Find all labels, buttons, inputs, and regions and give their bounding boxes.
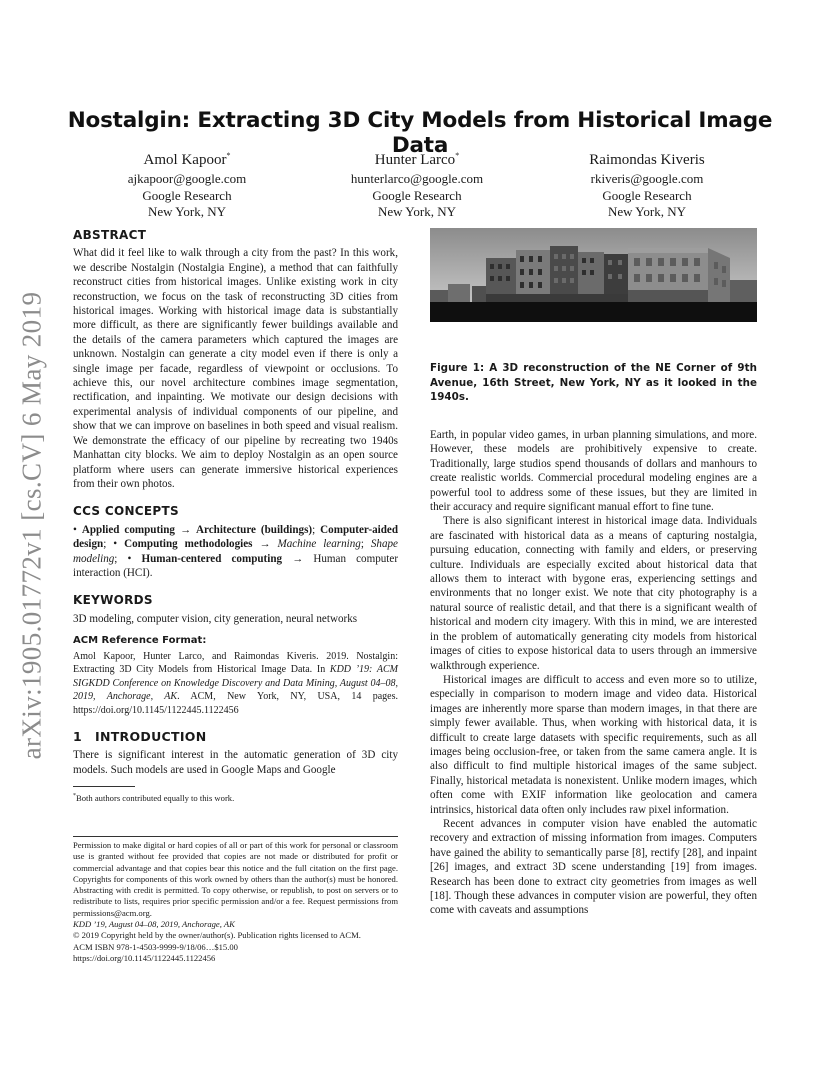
author-email[interactable]: hunterlarco@google.com bbox=[350, 171, 484, 186]
intro-paragraph-3: Historical images are difficult to access and even more so to utilize, especially in comparison to modern image and video data. Historical images are inherently more sparse than modern images, in that there are simply fewer available. Thus, when working with historical data, it is difficult to create large datasets with specific requirements, such as all images being occlusion-free, or taken from the same camera angle. It is also difficult to find multiple historical images of the same subject. Finally, historical metadata is nonexistent. Unlike modern images, which often come with EXIF information like geolocation and camera intrinsics, historical data often only includes raw pixel information. bbox=[430, 673, 757, 816]
permission-text: Permission to make digital or hard copies of all or part of this work for personal or classroom use is granted without fee provided that copies are not made or distributed for profit or commercial advantage and that copies bear this notice and the full citation on the first page. Copyrights for components of this work owned by others than the author(s) must be honored. Abstracting with credit is permitted. To copy otherwise, or republish, to post on servers or to redistribute to lists, requires prior specific permission and/or a fee. Request permissions from permissions@acm.org. bbox=[73, 840, 398, 918]
abstract-heading: ABSTRACT bbox=[73, 228, 147, 242]
keywords-text: 3D modeling, computer vision, city generation, neural networks bbox=[73, 612, 358, 625]
intro-paragraph-4: Recent advances in computer vision have enabled the automatic recovery and extraction of missing information from images. Computers have gained the ability to semantically parse [8], rectify [28], and inpaint [26] images, and extract 3D scene understanding [19] from images. Research has been done to extract city geometries from images as well [18]. Though these advances in computer vision are powerful, they often come with caveats and assumptions bbox=[430, 817, 757, 917]
author-email[interactable]: ajkapoor@google.com bbox=[127, 171, 247, 186]
author-location: New York, NY bbox=[147, 204, 226, 219]
permission-isbn: ACM ISBN 978-1-4503-9999-9/18/06…$15.00 bbox=[73, 941, 238, 952]
ccs-concepts: • Applied computing → Architecture (buildings); Computer-aided design; • Computing methodologies → Machine learning; Shape modeling; • Human-centered computing → Human computer interaction (HCI). bbox=[73, 523, 399, 579]
permission-conference: KDD ’19, August 04–08, 2019, Anchorage, AK bbox=[73, 919, 235, 930]
equal-contribution-mark: * bbox=[226, 151, 231, 160]
keywords-heading: KEYWORDS bbox=[73, 593, 153, 608]
footnote-rule bbox=[73, 786, 135, 787]
ground bbox=[430, 302, 757, 322]
permission-copyright: © 2019 Copyright held by the owner/author(s). Publication rights licensed to ACM. bbox=[73, 930, 361, 941]
author-name: Hunter Larco bbox=[374, 152, 456, 168]
acm-reference: Amol Kapoor, Hunter Larco, and Raimondas Kiveris. 2019. Nostalgin: Extracting 3D City Models from Historical Image Data. In KDD ’19: ACM SIGKDD Conference on Knowledge Discovery and Data Mining, August 04–08, 2019, Anchorage, AK. ACM, New York, NY, USA, 14 pages. https://doi.org/10.1145/1122445.1122456 bbox=[73, 650, 398, 716]
author-3 bbox=[532, 151, 762, 221]
introduction-heading: 1 INTRODUCTION bbox=[73, 729, 207, 745]
intro-paragraph-1-cont: Earth, in popular video games, in urban planning simulations, and more. However, these models are prohibitively expensive to create. Traditionally, large studios spend thousands of dollars and manhours to create realistic worlds. Commercial procedural modeling engines are a powerful tool to address some of these issues, but they are limited in their accuracy and require significant manual effort to fine tune. bbox=[430, 429, 757, 514]
acm-reference-heading: ACM Reference Format: bbox=[73, 635, 207, 647]
author-affiliation: Google Research bbox=[372, 187, 462, 203]
author-location: New York, NY bbox=[607, 204, 686, 219]
author-location: New York, NY bbox=[377, 204, 456, 219]
author-block bbox=[72, 151, 762, 221]
intro-paragraph-2: There is also significant interest in historical image data. Individuals are fascinated with historical data as a means of capturing nostalgia, pursuing education, connecting with family and elders, or preserving culture. Individuals are especially excited about historical data that allows them to interact with bygone eras, experiencing settings and environments that no longer exist. We note that city photography is a natural source of realistic detail, and that there is a significant wealth of historical and modern city imagery. With this in mind, we are interested in the problem of automatically generating city models from historical images of cities to expose historical data to users through an immersive walkthrough experience. bbox=[430, 515, 757, 672]
right-column bbox=[430, 428, 757, 918]
left-column bbox=[73, 228, 398, 804]
figure-1-image bbox=[430, 228, 757, 322]
paper-title: Nostalgin: Extracting 3D City Models from Historical Image Data bbox=[67, 108, 773, 158]
author-1 bbox=[72, 151, 302, 221]
figure-1-caption: Figure 1: A 3D reconstruction of the NE Corner of 9th Avenue, 16th Street, New York, NY as it looked in the 1940s. bbox=[430, 362, 757, 403]
arxiv-stamp: arXiv:1905.01772v1 [cs.CV] 6 May 2019 bbox=[16, 291, 47, 759]
author-email[interactable]: rkiveris@google.com bbox=[590, 171, 704, 186]
footnote: *Both authors contributed equally to this work. bbox=[73, 793, 235, 804]
author-2 bbox=[302, 151, 532, 221]
ccs-heading: CCS CONCEPTS bbox=[73, 504, 179, 519]
permission-block bbox=[73, 836, 398, 964]
permission-doi[interactable]: https://doi.org/10.1145/1122445.1122456 bbox=[73, 952, 216, 963]
author-affiliation: Google Research bbox=[142, 187, 232, 203]
equal-contribution-mark: * bbox=[455, 151, 460, 160]
author-name: Amol Kapoor bbox=[143, 152, 227, 168]
abstract-text: What did it feel like to walk through a city from the past? In this work, we describe Nostalgin (Nostalgia Engine), a method that can faithfully reconstruct cities from historical images. Unlike existing work in city reconstruction, we focus on the task of reconstructing 3D cities from historical images. Working with historical image data is substantially more difficult, as there are significantly fewer buildings available and the details of the camera parameters which captured the images are unknown. Nostalgin can generate a city model even if there is only a single image per facade, regardless of viewpoint or occlusions. To achieve this, our novel architecture combines image segmentation, rectification, and inpainting. We motivate our design decisions with experimental analysis of individual components of our pipeline, and show that we can improve on baselines in both speed and visual realism. We demonstrate the efficacy of our pipeline by recreating two 1940s Manhattan city blocks. We aim to deploy Nostalgin as an open source platform where users can generate immersive historical experiences from their own photos. bbox=[73, 247, 398, 490]
author-affiliation: Google Research bbox=[602, 187, 692, 203]
author-name: Raimondas Kiveris bbox=[589, 152, 705, 168]
introduction-paragraph: There is significant interest in the automatic generation of 3D city models. Such models are used in Google Maps and Google bbox=[73, 749, 398, 776]
